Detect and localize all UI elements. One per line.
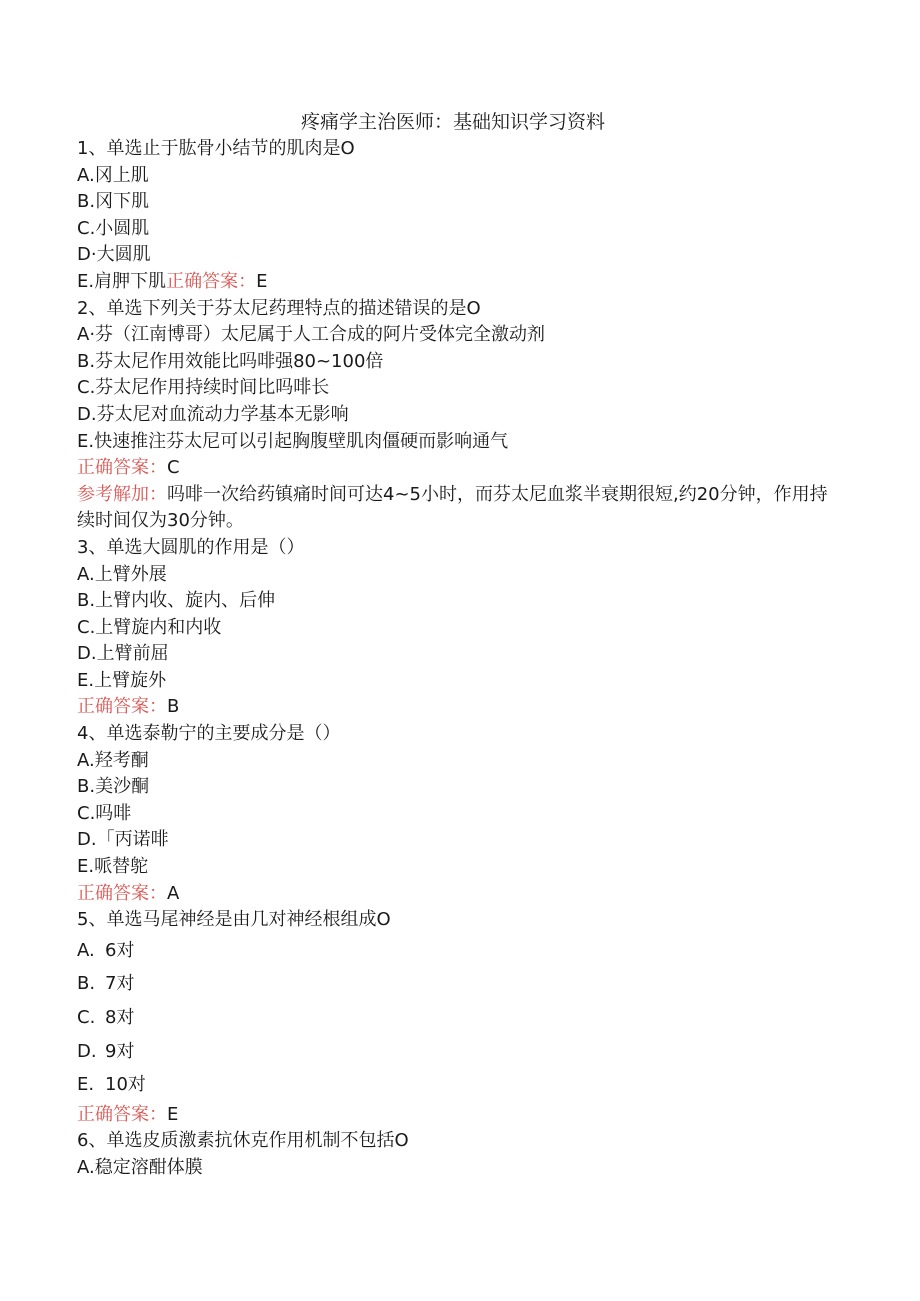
option-a: A·芬（江南博哥）太尼属于人工合成的阿片受体完全激动剂	[77, 324, 546, 346]
answer-line	[77, 881, 837, 908]
option-e	[77, 1068, 837, 1102]
answer-value: E	[167, 1103, 179, 1125]
option-a: A.上臂外展	[77, 563, 167, 585]
answer-label: 正确答案：	[77, 882, 167, 904]
option-c: C.吗啡	[77, 802, 132, 824]
question-stem: 3、单选大圆肌的作用是（）	[77, 536, 305, 558]
option-e: E.肩胛下肌	[77, 270, 167, 292]
option-letter: B.	[77, 973, 96, 995]
option-e: E.上臂旋外	[77, 669, 167, 691]
option-b	[77, 967, 837, 1001]
option-letter: A.	[77, 939, 95, 961]
page-title: 疼痛学主治医师：基础知识学习资料	[300, 111, 605, 133]
option-b: B.上臂内收、旋内、后伸	[77, 590, 276, 612]
option-e-with-answer	[77, 269, 837, 296]
question-stem: 5、单选马尾神经是由几对神经根组成O	[77, 909, 391, 931]
option-text: 6对	[105, 939, 135, 961]
question-6	[77, 1128, 837, 1181]
question-stem: 4、单选泰勒宁的主要成分是（）	[77, 723, 341, 745]
option-d: D.「丙诺啡	[77, 829, 169, 851]
answer-value: C	[167, 457, 180, 479]
question-stem: 6、单选皮质激素抗休克作用机制不包括O	[77, 1130, 409, 1152]
answer-label: 正确答案：	[77, 457, 167, 479]
answer-label: 正确答案：	[166, 270, 257, 292]
question-list	[77, 136, 837, 1182]
option-text: 8对	[105, 1007, 135, 1028]
option-a: A.羟考酮	[77, 749, 149, 771]
option-letter: E.	[77, 1074, 95, 1096]
option-d: D·大圆肌	[77, 244, 151, 266]
answer-line	[77, 694, 837, 721]
option-c: C.上臂旋内和内收	[77, 616, 222, 638]
question-3	[77, 535, 837, 721]
question-1	[77, 136, 837, 296]
answer-label: 正确答案：	[77, 696, 167, 718]
answer-line	[77, 455, 837, 482]
option-c: C.小圆肌	[77, 217, 150, 239]
option-c	[77, 1001, 837, 1035]
option-a: A.冈上肌	[77, 164, 149, 186]
option-letter: C.	[77, 1007, 96, 1028]
question-2	[77, 296, 837, 535]
explanation-text: 吗啡一次给药镇痛时间可达4~5小时，而芬太尼血浆半衰期很短,约20分钟，作用持续时间仅为30分钟。	[77, 483, 828, 532]
explanation-label: 参考解加：	[77, 483, 167, 505]
question-stem: 2、单选下列关于芬太尼药理特点的描述错误的是O	[77, 297, 481, 319]
answer-line	[77, 1102, 837, 1129]
answer-value: B	[167, 696, 180, 718]
option-text: 10对	[105, 1074, 146, 1096]
question-stem: 1、单选止于肱骨小结节的肌肉是O	[77, 138, 355, 159]
question-4	[77, 721, 837, 907]
question-5	[77, 907, 837, 1128]
option-e: E.哌替鸵	[77, 856, 149, 878]
option-d: D.芬太尼对血流动力学基本无影响	[77, 403, 349, 425]
option-a: A.稳定溶酣体膜	[77, 1156, 203, 1178]
answer-value: E	[256, 270, 268, 292]
option-letter: D.	[77, 1040, 97, 1062]
option-e: E.快速推注芬太尼可以引起胸腹壁肌肉僵硬而影响通气	[77, 430, 509, 452]
option-b: B.美沙酮	[77, 776, 150, 798]
option-c: C.芬太尼作用持续时间比吗啡长	[77, 377, 330, 399]
answer-value: A	[167, 882, 180, 904]
option-text: 7对	[105, 973, 135, 995]
option-d	[77, 1035, 837, 1069]
answer-label: 正确答案：	[77, 1103, 167, 1125]
option-b: B.冈下肌	[77, 191, 150, 213]
option-d: D.上臂前屈	[77, 643, 169, 665]
option-text: 9对	[105, 1040, 135, 1062]
option-b: B.芬太尼作用效能比吗啡强80~100倍	[77, 350, 384, 372]
option-a	[77, 934, 837, 968]
explanation	[77, 482, 837, 535]
